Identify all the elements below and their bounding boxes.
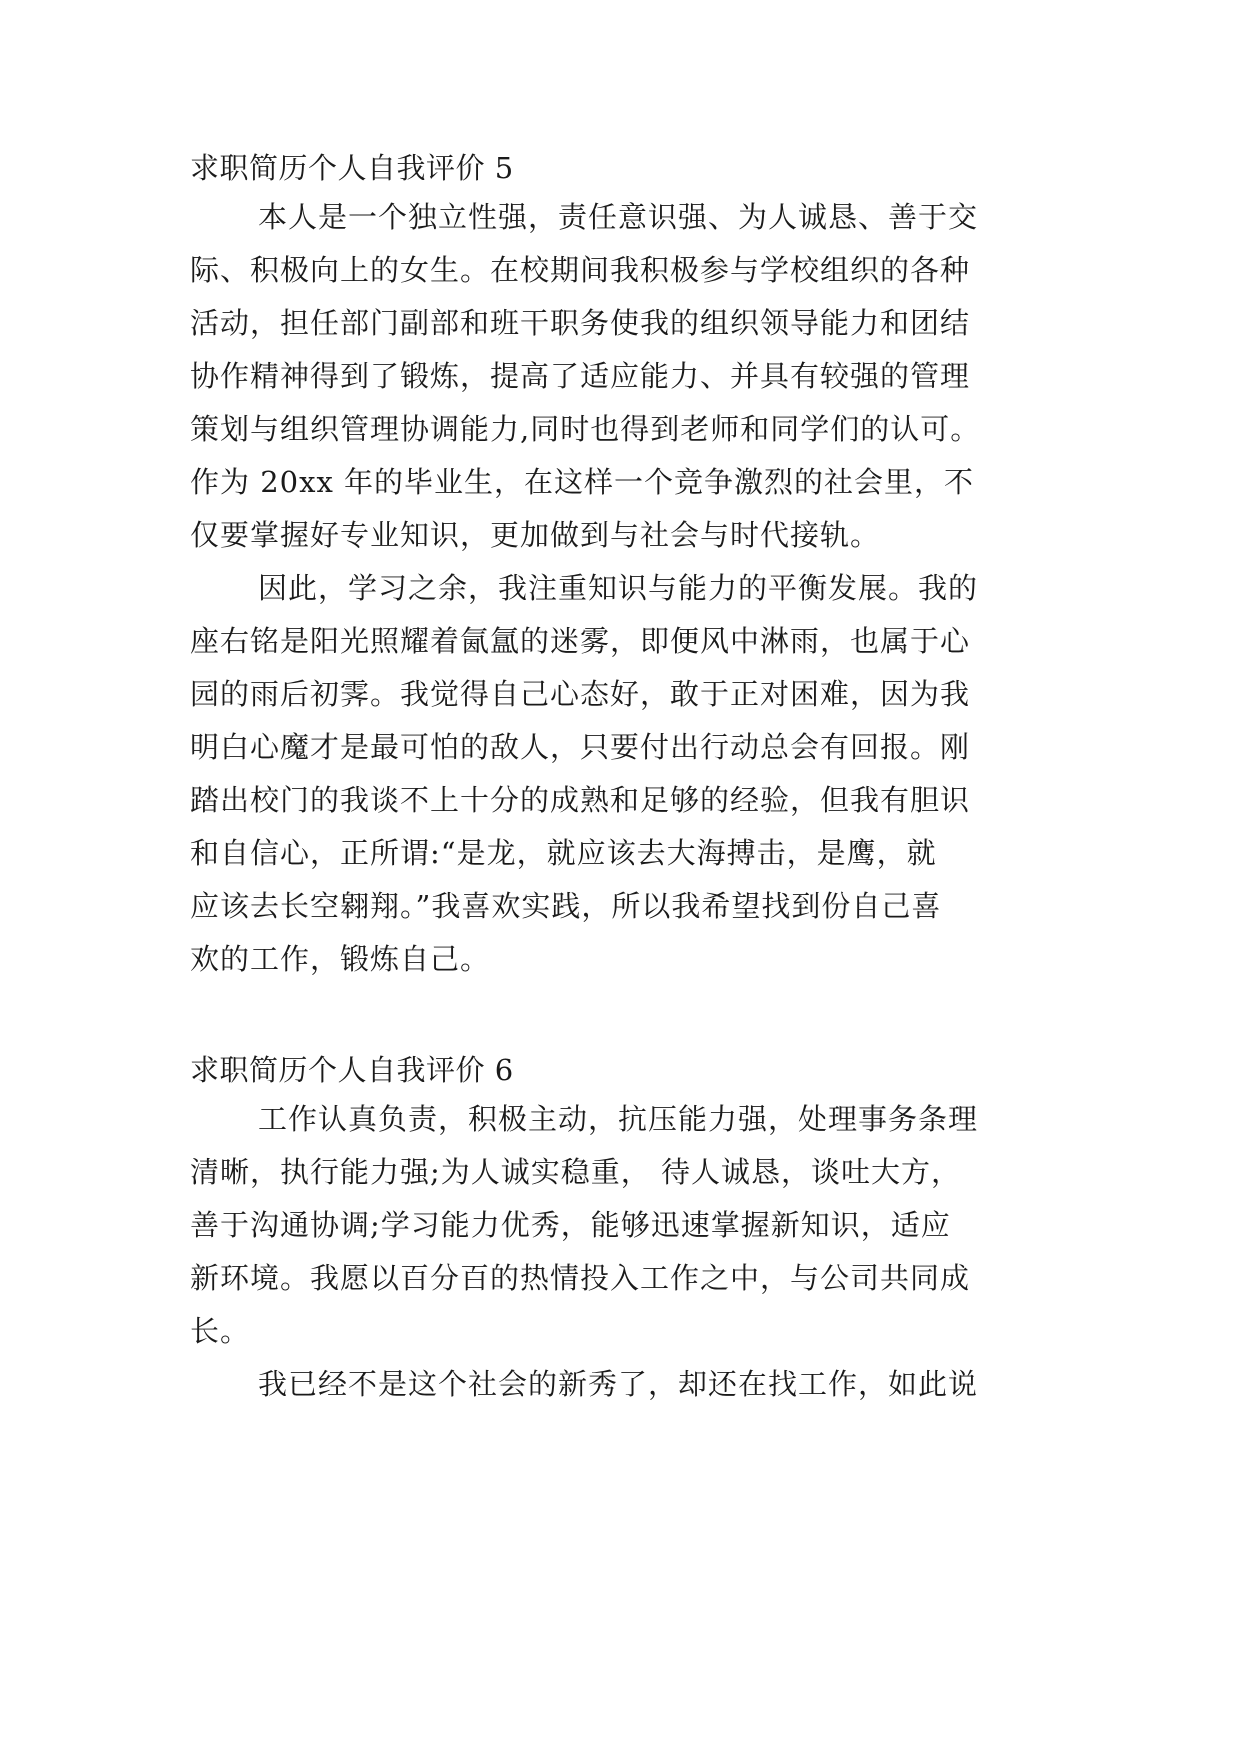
paragraph-line: 踏出校门的我谈不上十分的成熟和足够的经验，但我有胆识 [190, 783, 971, 817]
paragraph-line: 际、积极向上的女生。在校期间我积极参与学校组织的各种 [190, 253, 971, 287]
paragraph-line: 工作认真负责，积极主动，抗压能力强，处理事务条理 [258, 1102, 979, 1136]
paragraph-line: 清晰，执行能力强;为人诚实稳重， 待人诚恳，谈吐大方， [190, 1155, 961, 1189]
paragraph-line: 长。 [190, 1314, 251, 1348]
paragraph-line: 协作精神得到了锻炼，提高了适应能力、并具有较强的管理 [190, 359, 971, 393]
paragraph-line: 本人是一个独立性强，责任意识强、为人诚恳、善于交 [258, 200, 979, 234]
section-title: 求职简历个人自我评价 5 [190, 151, 514, 185]
paragraph-line: 座右铭是阳光照耀着氤氲的迷雾，即便风中淋雨，也属于心 [190, 624, 971, 658]
paragraph-line: 和自信心，正所谓:“是龙，就应该去大海搏击，是鹰，就 [190, 836, 937, 870]
paragraph-line: 明白心魔才是最可怕的敌人，只要付出行动总会有回报。刚 [190, 730, 971, 764]
paragraph-line: 作为 20xx 年的毕业生，在这样一个竞争激烈的社会里，不 [190, 465, 975, 499]
paragraph-line: 仅要掌握好专业知识，更加做到与社会与时代接轨。 [190, 518, 881, 552]
paragraph-line: 活动，担任部门副部和班干职务使我的组织领导能力和团结 [190, 306, 971, 340]
paragraph-line: 园的雨后初霁。我觉得自己心态好，敢于正对困难，因为我 [190, 677, 971, 711]
paragraph-line: 善于沟通协调;学习能力优秀，能够迅速掌握新知识，适应 [190, 1208, 951, 1242]
paragraph-line: 因此，学习之余，我注重知识与能力的平衡发展。我的 [258, 571, 979, 605]
paragraph-line: 欢的工作，锻炼自己。 [190, 942, 491, 976]
paragraph-line: 新环境。我愿以百分百的热情投入工作之中，与公司共同成 [190, 1261, 971, 1295]
paragraph-line: 我已经不是这个社会的新秀了，却还在找工作，如此说 [258, 1367, 979, 1401]
paragraph-line: 应该去长空翱翔。”我喜欢实践，所以我希望找到份自己喜 [190, 889, 942, 923]
paragraph-line: 策划与组织管理协调能力,同时也得到老师和同学们的认可。 [190, 412, 981, 446]
section-title: 求职简历个人自我评价 6 [190, 1053, 514, 1087]
